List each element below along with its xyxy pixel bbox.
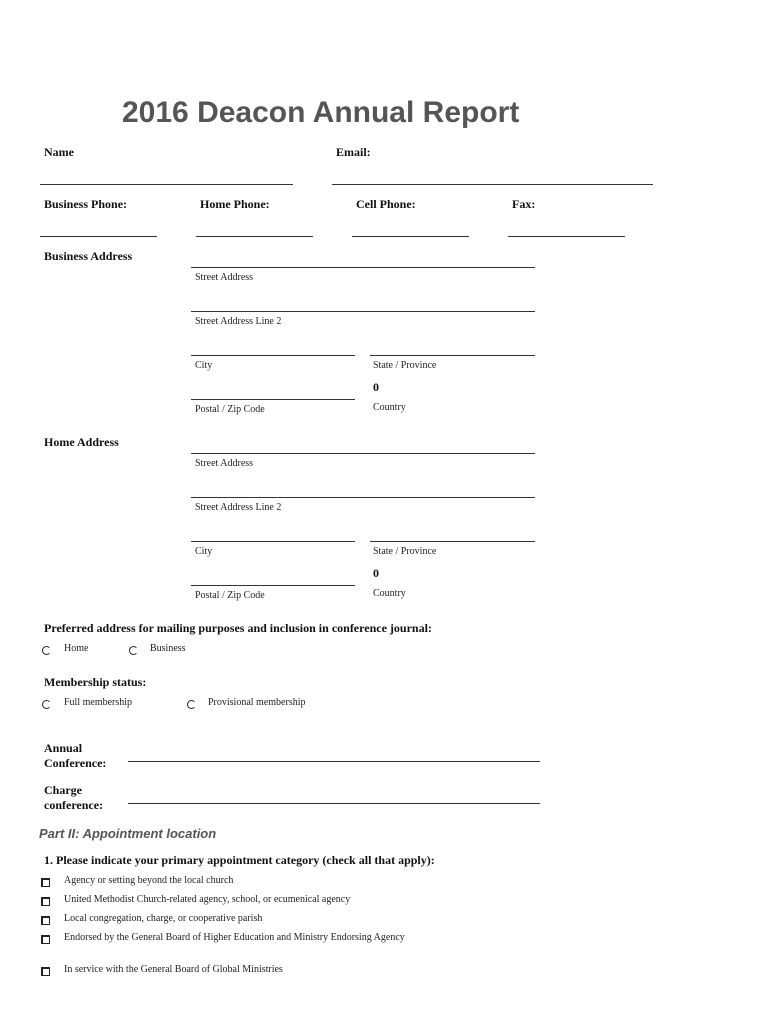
appointment-checkbox-1[interactable]: [41, 878, 50, 887]
business-state-field[interactable]: [370, 355, 535, 356]
annual-conference-label-line1: Annual: [44, 741, 83, 755]
home-street-label: Street Address: [195, 458, 254, 469]
name-field[interactable]: [40, 184, 293, 185]
home-country-value[interactable]: 0: [373, 566, 379, 580]
part-2-heading: Part II: Appointment location: [39, 826, 217, 841]
home-state-label: State / Province: [373, 546, 437, 557]
home-country-label: Country: [373, 588, 406, 599]
fax-field[interactable]: [508, 236, 625, 237]
business-phone-field[interactable]: [40, 236, 157, 237]
home-state-field[interactable]: [370, 541, 535, 542]
business-phone-label: Business Phone:: [44, 197, 128, 211]
business-street2-field[interactable]: [191, 311, 535, 312]
appointment-checkbox-5[interactable]: [41, 967, 50, 976]
home-city-label: City: [195, 546, 213, 557]
home-zip-label: Postal / Zip Code: [195, 590, 265, 601]
business-zip-label: Postal / Zip Code: [195, 404, 265, 415]
home-phone-field[interactable]: [196, 236, 313, 237]
charge-conference-field[interactable]: [128, 803, 540, 804]
home-street2-field[interactable]: [191, 497, 535, 498]
home-zip-field[interactable]: [191, 585, 355, 586]
home-address-heading: Home Address: [44, 435, 119, 449]
home-street-field[interactable]: [191, 453, 535, 454]
fax-label: Fax:: [512, 197, 536, 211]
charge-conference-label-line1: Charge: [44, 783, 82, 797]
appointment-option-2: United Methodist Church-related agency, school, or ecumenical agency: [64, 894, 351, 905]
appointment-option-5: In service with the General Board of Global Ministries: [64, 964, 283, 975]
business-state-label: State / Province: [373, 360, 437, 371]
email-field[interactable]: [332, 184, 653, 185]
membership-status-question: Membership status:: [44, 675, 147, 689]
charge-conference-label-line2: conference:: [44, 798, 104, 812]
appointment-option-3: Local congregation, charge, or cooperative parish: [64, 913, 263, 924]
appointment-option-4: Endorsed by the General Board of Higher Education and Ministry Endorsing Agency: [64, 932, 405, 943]
business-city-label: City: [195, 360, 213, 371]
email-label: Email:: [336, 145, 371, 159]
full-membership-radio[interactable]: [42, 700, 51, 709]
appointment-checkbox-3[interactable]: [41, 916, 50, 925]
cell-phone-field[interactable]: [352, 236, 469, 237]
home-phone-label: Home Phone:: [200, 197, 270, 211]
business-street-field[interactable]: [191, 267, 535, 268]
business-street2-label: Street Address Line 2: [195, 316, 282, 327]
annual-conference-label-line2: Conference:: [44, 756, 107, 770]
full-membership-label: Full membership: [64, 697, 133, 708]
business-address-heading: Business Address: [44, 249, 133, 263]
home-street2-label: Street Address Line 2: [195, 502, 282, 513]
page-title: 2016 Deacon Annual Report: [122, 96, 520, 129]
provisional-membership-radio[interactable]: [187, 700, 196, 709]
preferred-address-question: Preferred address for mailing purposes and inclusion in conference journal:: [44, 621, 432, 635]
business-street-label: Street Address: [195, 272, 254, 283]
appointment-checkbox-4[interactable]: [41, 935, 50, 944]
appointment-category-question: 1. Please indicate your primary appointment category (check all that apply):: [44, 853, 435, 867]
preferred-business-radio[interactable]: [129, 646, 138, 655]
business-zip-field[interactable]: [191, 399, 355, 400]
business-country-value[interactable]: 0: [373, 380, 379, 394]
appointment-checkbox-2[interactable]: [41, 897, 50, 906]
preferred-business-label: Business: [150, 643, 186, 654]
appointment-option-1: Agency or setting beyond the local church: [64, 875, 234, 886]
preferred-home-radio[interactable]: [42, 646, 51, 655]
business-city-field[interactable]: [191, 355, 355, 356]
name-label: Name: [44, 145, 74, 159]
preferred-home-label: Home: [64, 643, 89, 654]
home-city-field[interactable]: [191, 541, 355, 542]
business-country-label: Country: [373, 402, 406, 413]
provisional-membership-label: Provisional membership: [208, 697, 306, 708]
cell-phone-label: Cell Phone:: [356, 197, 416, 211]
annual-conference-field[interactable]: [128, 761, 540, 762]
